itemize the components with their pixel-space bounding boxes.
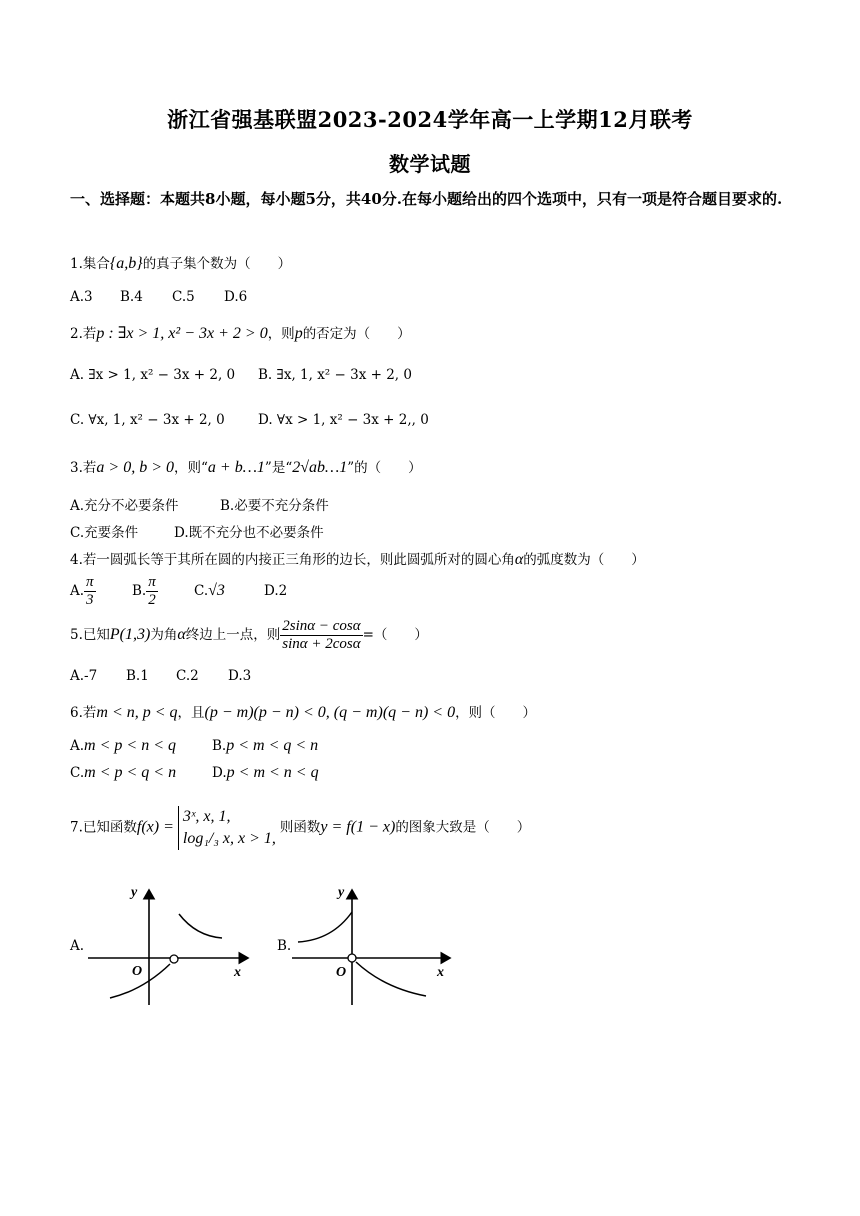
q4-option-c[interactable] [194, 582, 264, 600]
q2-proposition: p : ∃x > 1, x² − 3x + 2 > 0 [96, 325, 268, 342]
graph-a-right-curve [179, 914, 222, 938]
q4-text: 4.若一圆弧长等于其所在圆的内接正三角形的边长，则此圆弧所对的圆心角 [70, 552, 515, 568]
q5-point: P(1,3) [109, 626, 151, 643]
q3-text: 3.若 [70, 460, 97, 476]
q7-function: f(x) = [136, 818, 174, 836]
q3-expr-1: a + b…1 [207, 459, 265, 476]
q1-option-a[interactable]: A.3 [70, 289, 93, 305]
graph-a-x-label: x [234, 965, 241, 980]
q6-option-b-label: B. [212, 738, 227, 754]
q5-numerator: 2sinα − cosα [282, 618, 361, 634]
q2-option-c[interactable]: C. ∀x, 1, x² − 3x + 2, 0 [70, 412, 225, 428]
q7-text-3: 的图象大致是（ ） [395, 819, 531, 836]
graph-a-origin: O [132, 964, 143, 979]
graph-b-x-label: x [437, 965, 444, 980]
question-3-stem [70, 456, 422, 477]
q4-option-d[interactable]: D.2 [264, 583, 288, 599]
q4-option-a-label: A. [70, 583, 85, 599]
graph-b-y-label: y [338, 885, 345, 900]
q5-alpha: α [177, 626, 186, 643]
q5-text: 5.已知 [70, 627, 110, 643]
q7-text: 7.已知函数 [70, 819, 137, 836]
q2-option-b[interactable]: B. ∃x, 1, x² − 3x + 2, 0 [258, 367, 412, 383]
q2-option-d[interactable]: D. ∀x > 1, x² − 3x + 2,, 0 [258, 412, 429, 428]
q6-option-a-value: m < p < n < q [84, 737, 176, 754]
q2-text: 2.若 [70, 326, 97, 342]
exam-subtitle: 数学试题 [389, 152, 471, 176]
q6-option-d-value: p < m < n < q [226, 764, 319, 781]
q1-set: {a,b} [109, 255, 143, 272]
graph-a[interactable] [88, 880, 258, 1010]
q7-case-1: 3ˣ, x, 1, [182, 808, 231, 825]
question-5-stem [70, 618, 428, 653]
q4-option-c-value: √3 [208, 582, 225, 599]
q4-option-a-den: 3 [86, 592, 94, 608]
graph-b-left-curve [298, 912, 352, 942]
q4-option-c-label: C. [194, 583, 209, 599]
q5-text-4: =（ ） [362, 627, 428, 643]
q7-text-2: 则函数 [279, 819, 321, 836]
q4-option-b-label: B. [132, 583, 147, 599]
q5-fraction [280, 618, 362, 653]
q4-option-b[interactable] [132, 574, 194, 609]
q6-option-d-label: D. [212, 765, 227, 781]
section-heading: 一、选择题：本题共8小题，每小题5分，共40分.在每小题给出的四个选项中，只有一项是符合题目要求的. [70, 190, 783, 208]
graph-b[interactable] [292, 880, 457, 1010]
q6-option-a[interactable] [70, 737, 212, 755]
question-2-options-row2 [70, 412, 429, 428]
question-4-options [70, 574, 287, 609]
graph-b-label[interactable]: B. [277, 938, 292, 954]
q4-option-a-num: π [86, 574, 94, 590]
q6-text-2: ，且 [177, 705, 205, 721]
question-2-options-row1 [70, 367, 412, 383]
q4-option-a[interactable] [70, 574, 132, 609]
graph-a-y-label: y [131, 885, 138, 900]
q3-option-b[interactable]: B.必要不充分条件 [220, 498, 329, 514]
question-2-stem [70, 322, 411, 343]
q6-text: 6.若 [70, 705, 97, 721]
q3-condition: a > 0, b > 0 [96, 459, 174, 476]
question-3-options-row2 [70, 521, 324, 541]
q6-condition-1: m < n, p < q [96, 704, 178, 721]
question-6-stem [70, 701, 536, 722]
q3-text-3: ”是“ [264, 460, 293, 476]
question-4-stem [70, 548, 645, 569]
question-6-options-row2 [70, 764, 319, 782]
q5-denominator: sinα + 2cosα [282, 636, 361, 652]
q3-option-a[interactable]: A.充分不必要条件 [70, 498, 179, 514]
q5-option-a[interactable]: A.-7 [70, 668, 98, 684]
q4-alpha: α [514, 551, 524, 568]
q6-option-b[interactable] [212, 737, 318, 755]
q4-text-2: 的弧度数为（ ） [523, 552, 645, 568]
question-1-stem [70, 252, 291, 273]
q2-text-2: ，则 [267, 326, 295, 342]
q2-p: p [294, 325, 303, 342]
q2-text-3: 的否定为（ ） [302, 326, 411, 342]
q4-option-b-den: 2 [148, 592, 156, 608]
q1-text-2: 的真子集个数为（ ） [142, 256, 292, 272]
graph-b-right-curve [356, 962, 426, 996]
q3-option-d[interactable]: D.既不充分也不必要条件 [174, 525, 324, 541]
q6-option-a-label: A. [70, 738, 85, 754]
q5-option-b[interactable]: B.1 [126, 668, 149, 684]
q6-text-3: ，则（ ） [455, 705, 537, 721]
graph-b-open-point [348, 954, 356, 962]
q5-text-2: 为角 [150, 627, 178, 643]
question-6-options-row1 [70, 737, 318, 755]
q6-option-d[interactable] [212, 764, 319, 782]
graph-a-label[interactable]: A. [70, 938, 85, 954]
question-5-options [70, 668, 251, 684]
q7-piecewise [178, 806, 276, 850]
graph-a-open-point [170, 955, 178, 963]
q1-option-b[interactable]: B.4 [120, 289, 143, 305]
q5-text-3: 终边上一点，则 [185, 627, 281, 643]
graph-b-origin: O [336, 965, 347, 980]
question-1-options [70, 289, 247, 305]
q6-option-b-value: p < m < q < n [226, 737, 319, 754]
question-7-stem [70, 806, 530, 850]
exam-title: 浙江省强基联盟2023-2024学年高一上学期12月联考 [167, 107, 693, 132]
q1-option-d[interactable]: D.6 [224, 289, 248, 305]
question-3-options-row1 [70, 494, 329, 514]
q1-text: 1.集合 [70, 256, 110, 272]
q3-expr-2: 2√ab…1 [292, 459, 348, 476]
q6-option-c-value: m < p < q < n [84, 764, 177, 781]
q6-option-c-label: C. [70, 765, 85, 781]
q1-option-c[interactable]: C.5 [172, 289, 195, 305]
q7-case-2: log₁/₃ x, x > 1, [182, 830, 276, 847]
q5-option-d[interactable]: D.3 [228, 668, 252, 684]
q2-option-a[interactable]: A. ∃x > 1, x² − 3x + 2, 0 [70, 367, 236, 383]
q6-condition-2: (p − m)(p − n) < 0, (q − m)(q − n) < 0 [204, 704, 456, 721]
q3-option-c[interactable]: C.充要条件 [70, 525, 139, 541]
q7-transformed: y = f(1 − x) [320, 818, 396, 836]
q3-text-2: ，则“ [173, 460, 208, 476]
q5-option-c[interactable]: C.2 [176, 668, 199, 684]
q3-text-4: ”的（ ） [347, 460, 422, 476]
q4-option-b-num: π [148, 574, 156, 590]
q6-option-c[interactable] [70, 764, 212, 782]
